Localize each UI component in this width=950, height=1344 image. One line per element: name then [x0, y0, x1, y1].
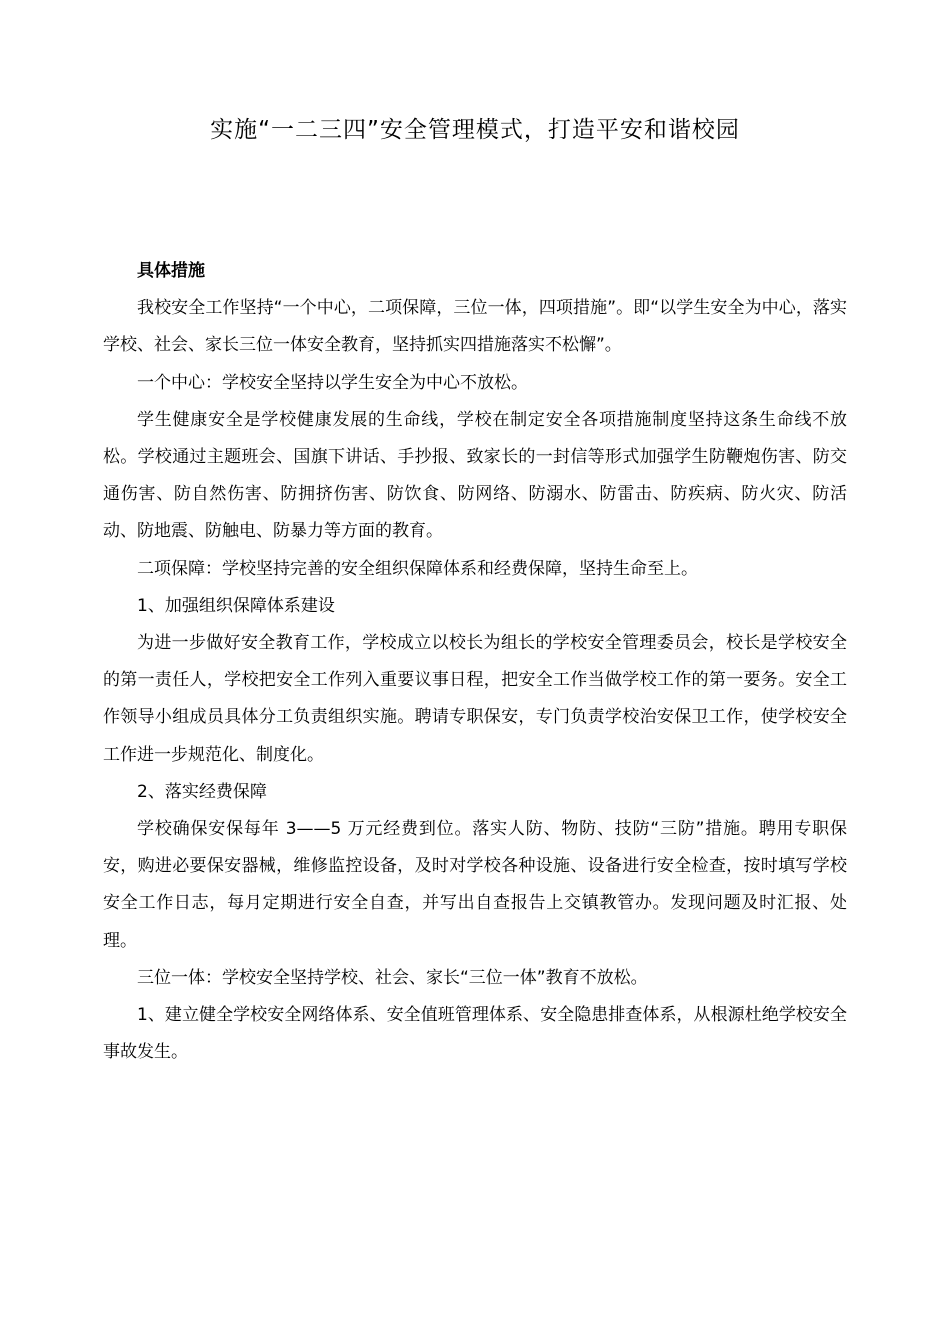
paragraph-organization: 为进一步做好安全教育工作，学校成立以校长为组长的学校安全管理委员会，校长是学校安全的第一责任人，学校把安全工作列入重要议事日程，把安全工作当做学校工作的第一要务。安全工作领导小组成员具体分工负责组织实施。聘请专职保安，专门负责学校治安保卫工作，使学校安全工作进一步规范化、制度化。	[103, 633, 847, 765]
paragraph-intro: 我校安全工作坚持“一个中心，二项保障，三位一体，四项措施”。即“以学生安全为中心，落实学校、社会、家长三位一体安全教育，坚持抓实四措施落实不松懈”。	[103, 298, 847, 356]
paragraph-organization-heading: 1、加强组织保障体系建设	[137, 595, 335, 616]
paragraph-student-safety: 学生健康安全是学校健康发展的生命线，学校在制定安全各项措施制度坚持这条生命线不放松。学校通过主题班会、国旗下讲话、手抄报、致家长的一封信等形式加强学生防鞭炮伤害、防交通伤害、防自然伤害、防拥挤伤害、防饮食、防网络、防溺水、防雷击、防疾病、防火灾、防活动、防地震、防触电、防暴力等方面的教育。	[103, 409, 847, 542]
section-heading: 具体措施	[137, 261, 205, 281]
paragraph-funding-heading: 2、落实经费保障	[137, 781, 267, 802]
paragraph-three-in-one: 三位一体：学校安全坚持学校、社会、家长“三位一体”教育不放松。	[137, 967, 648, 988]
document-body	[103, 253, 847, 1071]
document-title: 实施“一二三四”安全管理模式，打造平安和谐校园	[210, 117, 740, 143]
paragraph-two-guarantees: 二项保障：学校坚持完善的安全组织保障体系和经费保障，坚持生命至上。	[137, 558, 698, 579]
paragraph-funding: 学校确保安保每年 3——5 万元经费到位。落实人防、物防、技防“三防”措施。聘用专职保安，购进必要保安器械，维修监控设备，及时对学校各种设施、设备进行安全检查，按时填写学校安全工作日志，每月定期进行安全自查，并写出自查报告上交镇教管办。发现问题及时汇报、处理。	[103, 819, 847, 951]
paragraph-one-center: 一个中心：学校安全坚持以学生安全为中心不放松。	[137, 372, 528, 393]
paragraph-network-system: 1、建立健全学校安全网络体系、安全值班管理体系、安全隐患排查体系，从根源杜绝学校安全事故发生。	[103, 1005, 847, 1063]
